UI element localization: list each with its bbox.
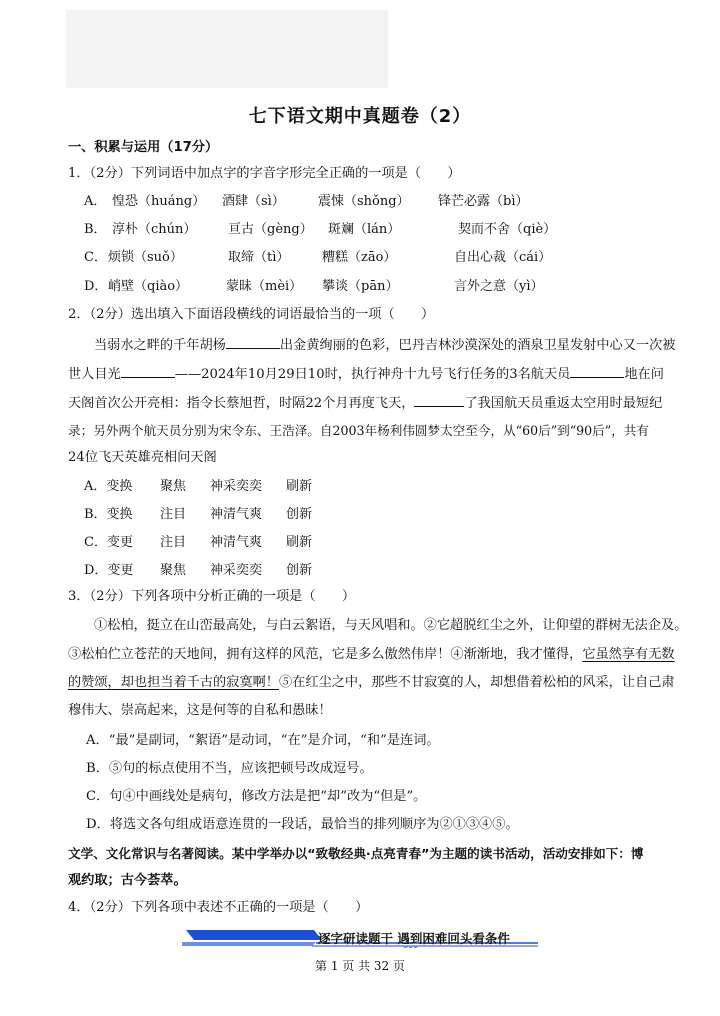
question-2-stem: 2．（2分）选出填入下面语段横线的词语最恰当的一项（ ） [68,307,435,322]
page-title: 七下语文期中真题卷（2） [248,106,472,127]
blank-2 [121,363,175,378]
q3-passage-line-1: ①松柏，挺立在山峦最高处，与白云絮语，与天风唱和。②它超脱红尘之外，让仰望的群树无法企及。 [94,618,688,633]
blank-1 [226,334,280,349]
question-3-stem: 3．（2分）下列各项中分析正确的一项是（ ） [68,589,356,604]
q2-passage-line-2: 世人目光 ——2024年10月29日10时，执行神舟十九号飞行任务的3名航天员 地在问 [68,363,662,385]
q3-option-d: D．将选文各句组成语意连贯的一段话，最恰当的排列顺序为②①③④⑤。 [86,817,519,832]
q2-passage-line-1: 当弱水之畔的千年胡杨 出金黄绚丽的色彩，巴丹吉林沙漠深处的酒泉卫星发射中心又一次被 [94,334,662,356]
q2-passage-line-3: 天阁首次公开亮相：指令长蔡旭哲，时隔22个月再度飞天， 了我国航天员重返太空用时最短纪 [68,392,662,414]
question-4-stem: 4．（2分）下列各项中表述不正确的一项是（ ） [68,900,369,915]
footer-slogan: 逐字研读题干 遇到困难回头看条件 [318,931,510,946]
q3-passage-line-3: 的赞颂，却也担当着千古的寂寞啊！⑤在红尘之中，那些不甘寂寞的人，却想借着松柏的风采，让自己肃 [68,675,675,690]
q3-option-a: A．“最”是副词，“絮语”是动词，“在”是介词，“和”是连词。 [86,733,440,748]
watermark-area [66,10,388,88]
q3-option-c: C．句④中画线处是病句，修改方法是把“却”改为“但是”。 [86,789,427,804]
exam-page: 七下语文期中真题卷（2） 一、积累与运用（17分） 1．（2分）下列词语中加点字的字音字形完全正确的一项是（ ） A． 惶恐（huáng） 酒肆（sì） 震悚（shǒng） 锋芒必露（bì） B． 淳朴（chún） 亘古（gèng） 斑斓（lán） 契而不舍（qiè） C． 烦锁（suǒ） 取缔（tì） 糟糕（zāo） 自出心裁（cái） D． 峭壁（qiào） 蒙昧（mèi） 攀谈（pān） 言外之意（yì） 2．（2分）选出填入下面语段横线的词语最恰当的一项（ ） 当弱水之畔的千年胡杨 出金黄绚丽的色彩，巴丹吉林沙漠深处的酒泉卫星发射中心又一次被 世人目光 ——2024年10月29日10时，执行神舟十九号飞行任务的3名航天员 地在问 天阁首次公开亮相：指令长蔡旭哲，时隔22个月再度飞天， 了我国航天员重返太空用时最短纪 录；另外两个航天员分别为宋令东、王浩泽。自2003年杨利伟圆梦太空至今，从“60后”到“90后”，共有 24位飞天英雄亮相问天阁 A．变换 聚焦 神采奕奕 刷新 B．变换 注目 神清气爽 创新 C．变更 注目 神清气爽 刷新 D．变更 聚焦 神采奕奕 创新 3．（2分）下列各项中分析正确的一项是（ ） ①松柏，挺立在山峦最高处，与白云絮语，与天风唱和。②它超脱红尘之外，让仰望的群树无法企及。 ③松柏伫立苍茫的天地间，拥有这样的风范，它是多么傲然伟岸！④渐渐地，我才懂得，它虽然享有无数 的赞颂，却也担当着千古的寂寞啊！⑤在红尘之中，那些不甘寂寞的人，却想借着松柏的风采，让自己肃 穆伟大、崇高起来，这是何等的自私和愚昧！ A．“最”是副词，“絮语”是动词，“在”是介词，“和”是连词。 B．⑤句的标点使用不当，应该把顿号改成逗号。 C．句④中画线处是病句，修改方法是把“却”改为“但是”。 D．将选文各句组成语意连贯的一段话，最恰当的排列顺序为②①③④⑤。 文学、文化常识与名著阅读。某中学举办以“致敬经典·点亮青春”为主题的读书活动，活动安排如下：博 观约取；古今荟萃。 4．（2分）下列各项中表述不正确的一项是（ ） 逐字研读题干 遇到困难回头看条件 第 1 页 共 32 页 [0,0,720,1016]
q3-passage-line-4: 穆伟大、崇高起来，这是何等的自私和愚昧！ [68,703,332,718]
question-1-stem: 1．（2分）下列词语中加点字的字音字形完全正确的一项是（ ） [68,166,461,181]
section-heading-2-cont: 观约取；古今荟萃。 [68,873,187,888]
section-heading-1: 一、积累与运用（17分） [68,140,219,155]
q2-passage-line-5: 24位飞天英雄亮相问天阁 [68,450,217,465]
section-heading-2: 文学、文化常识与名著阅读。某中学举办以“致敬经典·点亮青春”为主题的读书活动，活动安排如下：博 [68,846,644,861]
blank-3 [570,363,624,378]
page-number: 第 1 页 共 32 页 [315,959,405,973]
q2-passage-line-4: 录；另外两个航天员分别为宋令东、王浩泽。自2003年杨利伟圆梦太空至今，从“60后”到“90后”，共有 [68,423,650,438]
blank-4 [414,392,464,407]
q3-option-b: B．⑤句的标点使用不当，应该把顿号改成逗号。 [86,761,373,776]
q3-passage-line-2: ③松柏伫立苍茫的天地间，拥有这样的风范，它是多么傲然伟岸！④渐渐地，我才懂得，它虽然享有无数 [68,647,675,662]
